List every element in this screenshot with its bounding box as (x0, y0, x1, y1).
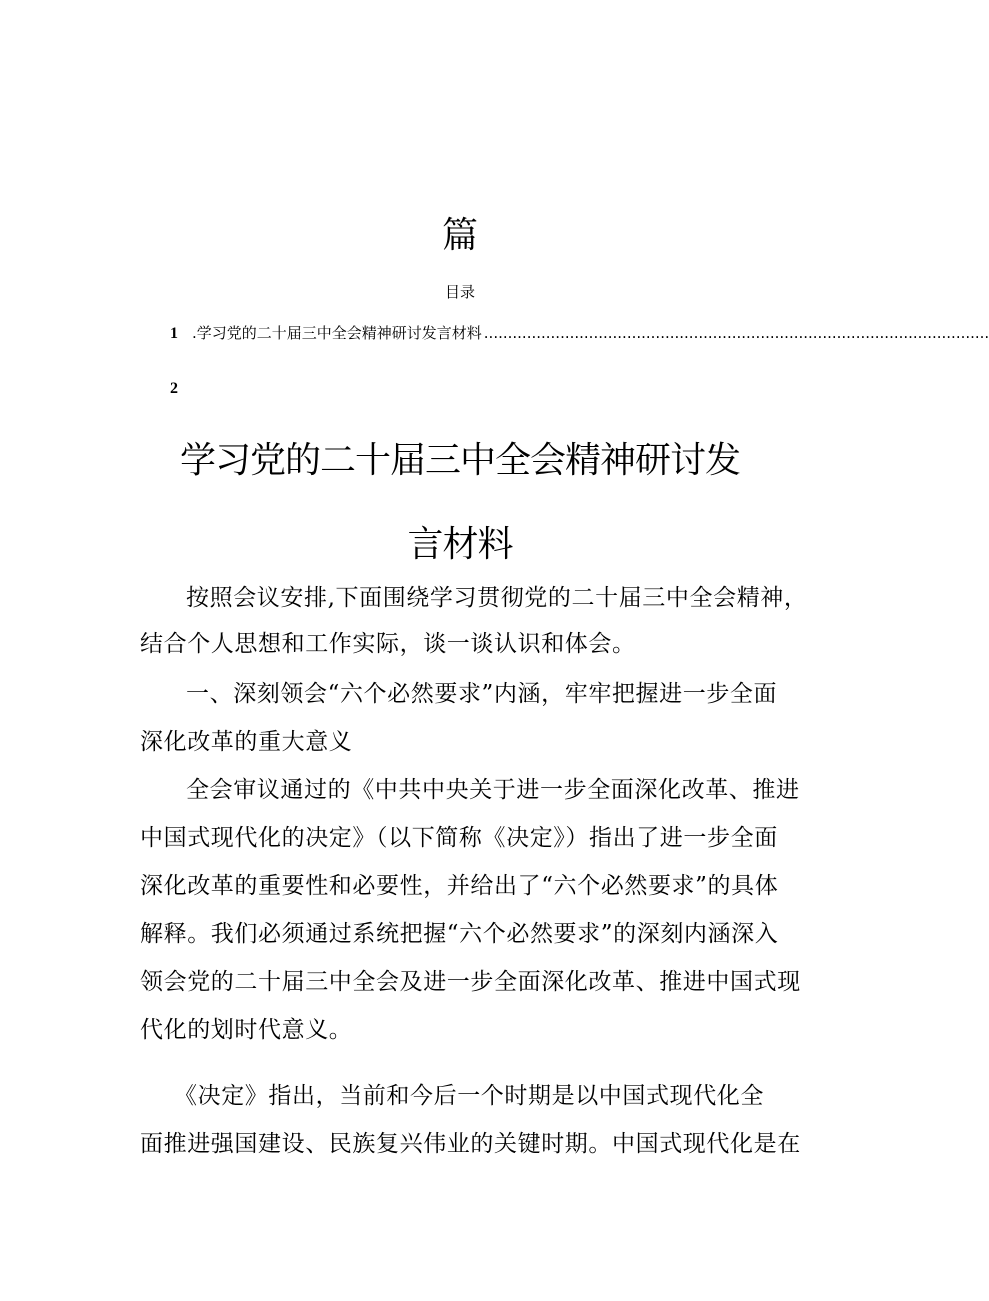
body-line: 面推进强国建设、民族复兴伟业的关键时期。中国式现代化是在 (140, 1131, 801, 1157)
body-line: 全会审议通过的《中共中央关于进一步全面深化改革、推进 (186, 777, 800, 803)
body-line: 深化改革的重要性和必要性，并给出了“六个必然要求”的具体 (140, 873, 779, 899)
toc-entry[interactable] (170, 322, 989, 345)
section-heading-line: 深化改革的重大意义 (140, 729, 353, 755)
body-line: 领会党的二十届三中全会及进一步全面深化改革、推进中国式现 (140, 969, 801, 995)
section-label: 篇 (441, 215, 478, 256)
toc-heading: 目录 (444, 283, 475, 301)
toc-entry-page-number: 2 (170, 380, 178, 397)
body-line: 《决定》指出，当前和今后一个时期是以中国式现代化全 (174, 1083, 764, 1109)
body-line: 代化的划时代意义。 (140, 1017, 353, 1043)
toc-entry-title: .学习党的二十届三中全会精神研讨发言材料 (192, 324, 482, 342)
body-line: 解释。我们必须通过系统把握“六个必然要求”的深刻内涵深入 (140, 921, 779, 947)
body-line: 中国式现代化的决定》（以下简称《决定》）指出了进一步全面 (140, 825, 778, 851)
body-line: 按照会议安排,下面围绕学习贯彻党的二十届三中全会精神， (186, 585, 808, 611)
document-title-line-2: 言材料 (407, 524, 513, 565)
section-heading-line: 一、深刻领会“六个必然要求”内涵，牢牢把握进一步全面 (186, 681, 778, 707)
body-line: 结合个人思想和工作实际，谈一谈认识和体会。 (140, 631, 636, 657)
document-title-line-1: 学习党的二十届三中全会精神研讨发 (179, 440, 740, 481)
toc-entry-number: 1 (170, 325, 178, 342)
toc-entry-leader-dots: .......................................................................................................... (483, 324, 989, 342)
